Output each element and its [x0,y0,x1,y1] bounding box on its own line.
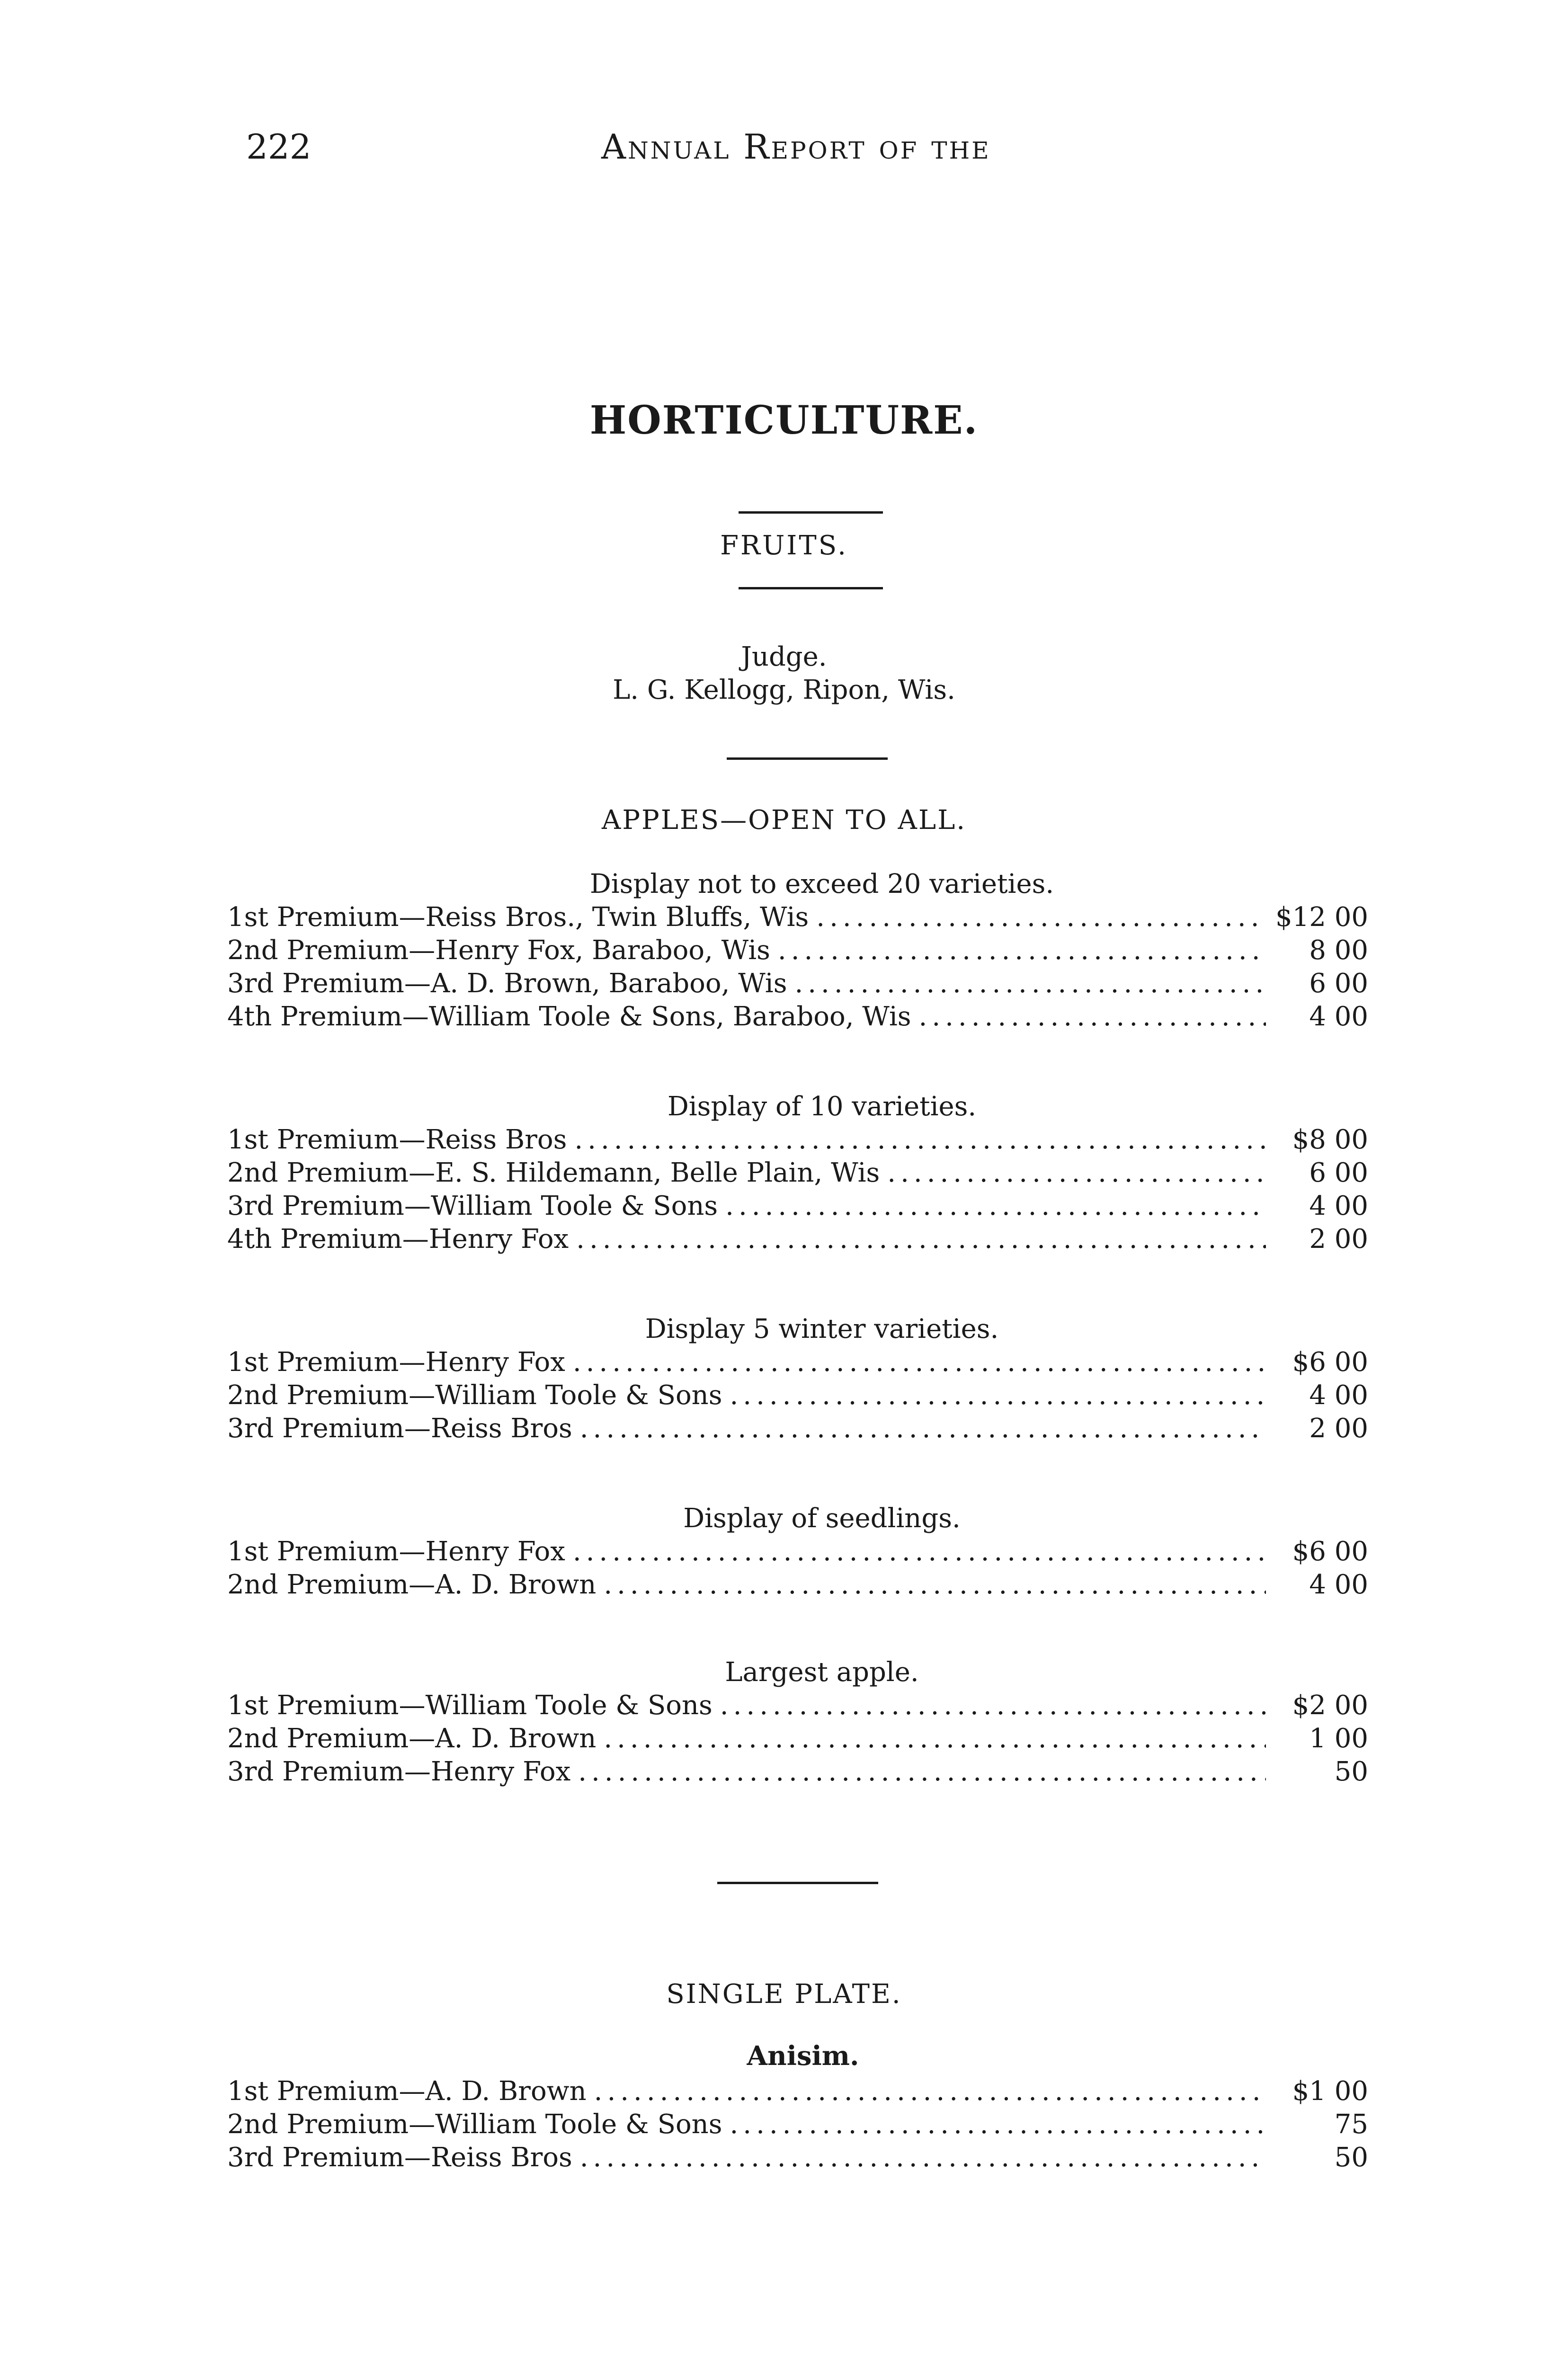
dot-leader [720,1690,1266,1721]
premium-label: Premium— [276,1690,426,1721]
premium-entry [227,2076,1368,2109]
premium-entry [227,1124,1368,1157]
premium-rank: 1st [227,1347,268,1378]
dot-leader [725,1191,1266,1221]
premium-rank: 3rd [227,2142,274,2173]
premium-label: Premium— [276,1124,426,1155]
dot-leader [794,968,1266,999]
premium-amount: $8 00 [1292,1124,1368,1155]
premium-amount: 50 [1334,2142,1368,2173]
premium-rank: 1st [227,1690,268,1721]
premium-amount: 8 00 [1309,935,1368,966]
premium-rank: 2nd [227,2109,278,2140]
premium-amount: 6 00 [1309,1157,1368,1188]
dot-leader [573,1347,1266,1378]
premium-winner: Henry Fox [425,1347,565,1378]
dot-leader [573,1536,1266,1567]
premium-amount: $1 00 [1292,2076,1368,2107]
premium-winner: William Toole & Sons, Baraboo, Wis [428,1001,911,1032]
premium-entry [227,968,1368,1001]
premium-label: Premium— [276,1347,426,1378]
premium-rank: 3rd [227,968,274,999]
premium-winner: William Toole & Sons [430,1191,718,1221]
category-heading: Display of seedlings. [683,1503,961,1534]
dot-leader [778,935,1266,966]
running-head: Annual Report of the [601,127,991,167]
premium-amount: $2 00 [1292,1690,1368,1721]
premium-amount: 4 00 [1309,1380,1368,1411]
divider-rule [727,757,888,760]
premium-entry [227,1569,1368,1602]
premium-amount: 1 00 [1309,1723,1368,1754]
premium-amount: $6 00 [1292,1536,1368,1567]
premium-label: Premium— [286,1380,436,1411]
premium-winner: Reiss Bros [425,1124,567,1155]
premium-entry [227,935,1368,968]
premium-winner: Reiss Bros [430,2142,572,2173]
premium-winner: Reiss Bros., Twin Bluffs, Wis [425,902,809,933]
premium-rank: 1st [227,1124,268,1155]
premium-entry [227,1380,1368,1413]
premium-label: Premium— [286,1157,436,1188]
premium-label: Premium— [276,2076,426,2107]
premium-label: Premium— [276,902,426,933]
premium-entry [227,1347,1368,1380]
premium-label: Premium— [286,2109,436,2140]
premium-entry [227,1536,1368,1569]
dot-leader [604,1723,1266,1754]
premium-entry [227,1157,1368,1191]
premium-entry [227,1756,1368,1789]
premium-winner: William Toole & Sons [435,1380,722,1411]
category-heading: Anisim. [747,2040,859,2072]
divider-rule [717,1882,878,1884]
divider-rule [739,587,883,589]
premium-label: Premium— [282,1191,431,1221]
category-heading: Display 5 winter varieties. [645,1314,999,1344]
single-plate-heading: SINGLE PLATE. [666,1979,902,2010]
premium-rank: 2nd [227,1157,278,1188]
premium-label: Premium— [282,1413,431,1444]
premium-winner: Henry Fox [428,1224,569,1255]
dot-leader [580,2142,1266,2173]
premium-amount: 50 [1334,1756,1368,1787]
premium-amount: 4 00 [1309,1001,1368,1032]
premium-label: Premium— [276,1536,426,1567]
page-number: 222 [246,127,312,167]
dot-leader [730,2109,1266,2140]
premium-entry [227,1723,1368,1756]
premium-rank: 3rd [227,1413,274,1444]
premium-entry [227,1001,1368,1034]
judge-label: Judge. [741,641,827,672]
dot-leader [578,1756,1266,1787]
premium-winner: A. D. Brown [435,1569,597,1600]
premium-rank: 4th [227,1001,272,1032]
premium-amount: 2 00 [1309,1224,1368,1255]
premium-entry [227,1191,1368,1224]
dot-leader [816,902,1266,933]
premium-winner: William Toole & Sons [425,1690,713,1721]
premium-label: Premium— [282,2142,431,2173]
premium-label: Premium— [280,1001,429,1032]
section-subtitle: FRUITS. [720,530,848,561]
premium-amount: $6 00 [1292,1347,1368,1378]
premium-amount: $12 00 [1275,902,1368,933]
section-title: HORTICULTURE. [589,398,979,443]
premium-label: Premium— [282,968,431,999]
premium-entry [227,902,1368,935]
premium-winner: Reiss Bros [430,1413,572,1444]
premium-rank: 3rd [227,1191,274,1221]
premium-winner: A. D. Brown, Baraboo, Wis [430,968,787,999]
premium-rank: 2nd [227,1723,278,1754]
premium-amount: 4 00 [1309,1569,1368,1600]
premium-rank: 2nd [227,935,278,966]
dot-leader [576,1224,1266,1255]
premium-winner: Henry Fox [430,1756,571,1787]
dot-leader [594,2076,1266,2107]
premium-winner: William Toole & Sons [435,2109,722,2140]
divider-rule [739,511,883,514]
dot-leader [580,1413,1266,1444]
premium-rank: 2nd [227,1380,278,1411]
category-heading: Display of 10 varieties. [667,1091,977,1122]
premium-entry [227,2142,1368,2175]
dot-leader [887,1157,1266,1188]
premium-label: Premium— [286,1569,436,1600]
premium-winner: A. D. Brown [435,1723,597,1754]
premium-rank: 1st [227,1536,268,1567]
premium-label: Premium— [286,935,436,966]
apples-heading: APPLES—OPEN TO ALL. [601,805,967,836]
premium-winner: Henry Fox, Baraboo, Wis [435,935,770,966]
premium-entry [227,1224,1368,1257]
premium-entry [227,1690,1368,1723]
premium-rank: 4th [227,1224,272,1255]
dot-leader [604,1569,1266,1600]
premium-label: Premium— [286,1723,436,1754]
premium-label: Premium— [282,1756,431,1787]
premium-rank: 3rd [227,1756,274,1787]
premium-amount: 6 00 [1309,968,1368,999]
premium-winner: Henry Fox [425,1536,565,1567]
premium-amount: 2 00 [1309,1413,1368,1444]
premium-label: Premium— [280,1224,429,1255]
premium-entry [227,2109,1368,2142]
dot-leader [574,1124,1266,1155]
premium-rank: 2nd [227,1569,278,1600]
premium-entry [227,1413,1368,1446]
premium-amount: 75 [1334,2109,1368,2140]
judge-name: L. G. Kellogg, Ripon, Wis. [613,675,955,705]
dot-leader [919,1001,1266,1032]
premium-rank: 1st [227,902,268,933]
category-heading: Largest apple. [725,1657,919,1688]
premium-amount: 4 00 [1309,1191,1368,1221]
premium-winner: A. D. Brown [425,2076,587,2107]
premium-rank: 1st [227,2076,268,2107]
category-heading: Display not to exceed 20 varieties. [589,869,1054,899]
premium-winner: E. S. Hildemann, Belle Plain, Wis [435,1157,880,1188]
dot-leader [730,1380,1266,1411]
